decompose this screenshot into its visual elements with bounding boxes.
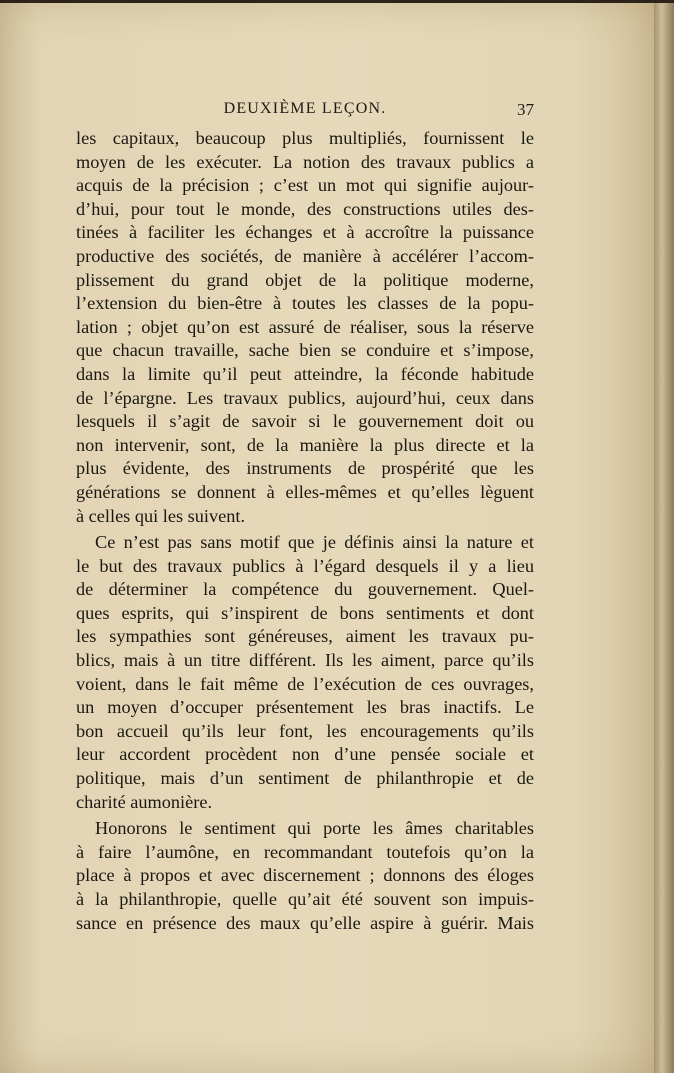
text-line: productive des sociétés, de manière à accélérer l’accom-	[76, 245, 534, 266]
text-line: Honorons le sentiment qui porte les âmes charitables	[95, 818, 534, 839]
running-head: DEUXIÈME LEÇON.	[223, 100, 387, 117]
body-text	[76, 127, 534, 935]
text-line: dans la limite qu’il peut atteindre, la féconde habitude	[76, 363, 534, 384]
text-line: les sympathies sont généreuses, aiment les travaux pu-	[76, 626, 534, 647]
text-line: Ce n’est pas sans motif que je définis ainsi la nature et	[95, 532, 534, 553]
text-line: politique, mais d’un sentiment de philanthropie et de	[76, 768, 534, 789]
paragraph	[76, 531, 534, 814]
top-edge	[0, 0, 674, 3]
page-number: 37	[517, 100, 534, 119]
text-line: blics, mais à un titre différent. Ils les aiment, parce qu’ils	[76, 650, 534, 671]
text-line: tinées à faciliter les échanges et à accroître la puissance	[76, 222, 534, 243]
text-line: le but des travaux publics à l’égard desquels il y a lieu	[76, 555, 534, 576]
page-edge	[654, 0, 674, 1073]
text-line: lesquels il s’agit de savoir si le gouvernement doit ou	[76, 411, 534, 432]
text-line: l’extension du bien-être à toutes les classes de la popu-	[76, 293, 534, 314]
text-line: leur accordent procèdent non d’une pensée sociale et	[76, 744, 534, 765]
page-header	[76, 100, 534, 124]
text-line: charité aumonière.	[76, 791, 213, 812]
text-line: plus évidente, des instruments de prospérité que les	[76, 458, 534, 479]
text-line: place à propos et avec discernement ; donnons des éloges	[76, 865, 534, 886]
text-line: d’hui, pour tout le monde, des constructions utiles des-	[76, 198, 534, 219]
text-line: à celles qui les suivent.	[76, 505, 246, 526]
text-line: plissement du grand objet de la politique moderne,	[76, 269, 534, 290]
paragraph	[76, 127, 534, 528]
text-line: de déterminer la compétence du gouvernement. Quel-	[76, 579, 534, 600]
text-line: un moyen d’occuper présentement les bras inactifs. Le	[76, 697, 534, 718]
text-line: moyen de les exécuter. La notion des travaux publics a	[76, 151, 534, 172]
text-line: acquis de la précision ; c’est un mot qui signifie aujour-	[76, 175, 534, 196]
text-line: sance en présence des maux qu’elle aspire à guérir. Mais	[76, 912, 534, 933]
text-line: bon accueil qu’ils leur font, les encouragements qu’ils	[76, 720, 534, 741]
text-line: lation ; objet qu’on est assuré de réaliser, sous la réserve	[76, 316, 534, 337]
text-line: ques esprits, qui s’inspirent de bons sentiments et dont	[76, 602, 534, 623]
paragraph	[76, 817, 534, 935]
text-line: à la philanthropie, quelle qu’ait été souvent son impuis-	[76, 889, 534, 909]
text-line: générations se donnent à elles-mêmes et qu’elles lèguent	[76, 481, 534, 502]
text-line: voient, dans le fait même de l’exécution de ces ouvrages,	[76, 673, 534, 694]
text-line: à faire l’aumône, en recommandant toutefois qu’on la	[76, 841, 534, 862]
text-line: les capitaux, beaucoup plus multipliés, fournissent le	[76, 128, 534, 148]
text-line: de l’épargne. Les travaux publics, aujourd’hui, ceux dans	[76, 387, 534, 408]
text-line: non intervenir, sont, de la manière la plus directe et la	[76, 434, 534, 455]
text-line: que chacun travaille, sache bien se conduire et s’impose,	[76, 340, 534, 361]
